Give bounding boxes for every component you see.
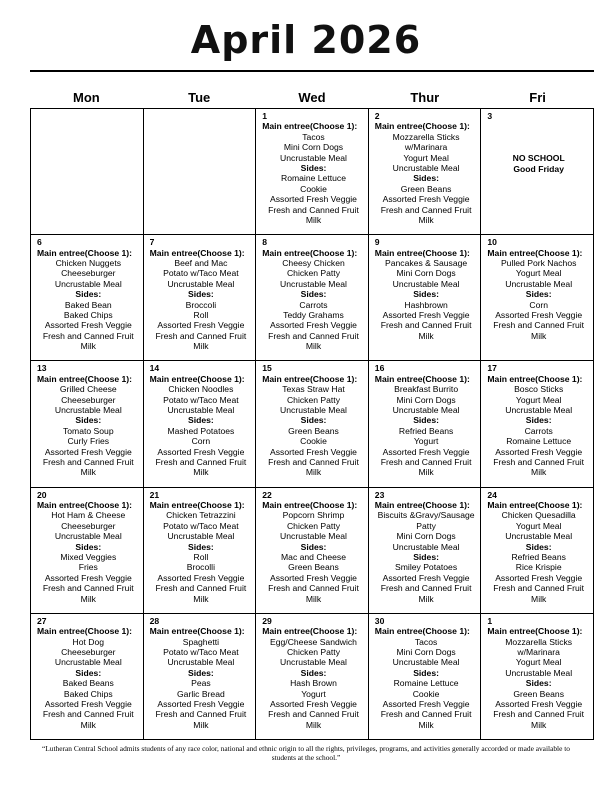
side-item: Corn bbox=[191, 436, 211, 447]
main-entree-heading: Main entree(Choose 1): bbox=[262, 121, 358, 132]
sides-heading: Sides: bbox=[300, 541, 327, 552]
entree-item: Chicken Noodles bbox=[168, 384, 234, 395]
side-item: Milk bbox=[305, 341, 322, 352]
side-item: Brocolli bbox=[186, 562, 215, 573]
side-item: Assorted Fresh Veggie bbox=[44, 572, 132, 583]
calendar-day-cell bbox=[256, 361, 369, 487]
main-entree-heading: Main entree(Choose 1): bbox=[262, 373, 358, 384]
side-item: Cookie bbox=[300, 183, 327, 194]
entree-item: Hot Dog bbox=[72, 636, 105, 647]
day-number: 24 bbox=[487, 489, 497, 500]
title-divider bbox=[30, 70, 594, 72]
entree-item: Potato w/Taco Meat bbox=[163, 394, 239, 405]
side-item: Baked Chips bbox=[63, 310, 113, 321]
entree-item: Potato w/Taco Meat bbox=[163, 268, 239, 279]
main-entree-heading: Main entree(Choose 1): bbox=[37, 247, 133, 258]
calendar-day-cell bbox=[481, 614, 594, 740]
side-item: Baked Bean bbox=[64, 299, 112, 310]
calendar-day-cell bbox=[144, 109, 257, 235]
side-item: Milk bbox=[531, 330, 547, 341]
side-item: Hashbrown bbox=[404, 299, 448, 310]
side-item: Assorted Fresh Veggie bbox=[157, 699, 245, 710]
side-item: Assorted Fresh Veggie bbox=[270, 320, 357, 331]
side-item: Roll bbox=[193, 552, 209, 563]
calendar-day-cell bbox=[481, 361, 594, 487]
entree-item: Uncrustable Meal bbox=[505, 278, 573, 289]
sides-heading: Sides: bbox=[187, 667, 214, 678]
side-item: Baked Chips bbox=[63, 688, 113, 699]
side-item: Milk bbox=[80, 341, 96, 352]
main-entree-heading: Main entree(Choose 1): bbox=[262, 500, 358, 510]
side-item: Fresh and Canned Fruit bbox=[268, 204, 359, 215]
calendar-day-cell bbox=[31, 235, 144, 361]
side-item: Assorted Fresh Veggie bbox=[382, 572, 470, 583]
side-item: Fresh and Canned Fruit bbox=[268, 709, 359, 720]
side-item: Mac and Cheese bbox=[281, 552, 346, 563]
side-item: Milk bbox=[418, 593, 434, 604]
sides-heading: Sides: bbox=[525, 289, 552, 300]
entree-item: Spaghetti bbox=[182, 636, 220, 647]
side-item: Milk bbox=[193, 341, 209, 352]
sides-heading: Sides: bbox=[413, 552, 439, 563]
sides-heading: Sides: bbox=[300, 667, 327, 678]
calendar-day-cell bbox=[369, 614, 482, 740]
side-item: Fresh and Canned Fruit bbox=[493, 709, 585, 720]
side-item: Assorted Fresh Veggie bbox=[270, 194, 357, 205]
calendar-day-cell bbox=[256, 488, 369, 614]
weekday-header: Thur bbox=[410, 90, 440, 105]
side-item: Fresh and Canned Fruit bbox=[380, 583, 472, 594]
entree-item: Cheeseburger bbox=[61, 647, 116, 658]
calendar-day-cell bbox=[31, 361, 144, 487]
day-number: 30 bbox=[374, 615, 385, 626]
no-school-text: NO SCHOOL bbox=[512, 153, 565, 164]
no-school-notice bbox=[487, 153, 590, 174]
entree-item: Uncrustable Meal bbox=[505, 531, 573, 542]
side-item: Milk bbox=[193, 593, 209, 604]
sides-heading: Sides: bbox=[75, 667, 102, 678]
main-entree-heading: Main entree(Choose 1): bbox=[487, 626, 583, 637]
side-item: Smiley Potatoes bbox=[395, 562, 458, 573]
sides-heading: Sides: bbox=[187, 415, 214, 426]
side-item: Garlic Bread bbox=[177, 688, 225, 699]
sides-heading: Sides: bbox=[300, 289, 327, 300]
calendar-day-cell bbox=[144, 235, 257, 361]
side-item: Milk bbox=[531, 719, 547, 730]
side-item: Fresh and Canned Fruit bbox=[42, 709, 134, 720]
weekday-header-row bbox=[30, 90, 594, 105]
entree-item: Uncrustable Meal bbox=[392, 657, 460, 668]
day-number: 6 bbox=[37, 237, 42, 248]
side-item: Assorted Fresh Veggie bbox=[495, 572, 583, 583]
entree-item: Uncrustable Meal bbox=[280, 152, 347, 163]
calendar-day-cell bbox=[369, 488, 482, 614]
side-item: Yogurt bbox=[413, 436, 439, 447]
day-number: 27 bbox=[37, 615, 47, 626]
side-item: Mashed Potatoes bbox=[167, 425, 235, 436]
side-item: Assorted Fresh Veggie bbox=[495, 446, 583, 457]
calendar-day-cell bbox=[256, 235, 369, 361]
side-item: Assorted Fresh Veggie bbox=[270, 699, 357, 710]
main-entree-heading: Main entree(Choose 1): bbox=[487, 247, 583, 258]
sides-heading: Sides: bbox=[187, 289, 214, 300]
day-number: 7 bbox=[149, 237, 155, 248]
entree-item: w/Marinara bbox=[517, 647, 560, 658]
sides-heading: Sides: bbox=[525, 541, 552, 552]
entree-item: Cheeseburger bbox=[61, 268, 116, 279]
side-item: Corn bbox=[529, 299, 548, 310]
calendar-day-cell bbox=[481, 109, 594, 235]
side-item: Fresh and Canned Fruit bbox=[268, 583, 359, 594]
day-number: 21 bbox=[149, 489, 160, 500]
side-item: Broccoli bbox=[185, 299, 217, 310]
entree-item: Bosco Sticks bbox=[514, 384, 564, 395]
calendar-day-cell bbox=[369, 235, 482, 361]
side-item: Fresh and Canned Fruit bbox=[380, 320, 472, 331]
side-item: Assorted Fresh Veggie bbox=[44, 320, 132, 331]
side-item: Milk bbox=[305, 467, 322, 478]
day-number: 28 bbox=[149, 615, 160, 626]
side-item: Green Beans bbox=[288, 562, 339, 573]
calendar-day-cell bbox=[369, 109, 482, 235]
sides-heading: Sides: bbox=[413, 289, 439, 300]
calendar-day-cell bbox=[481, 235, 594, 361]
day-number: 17 bbox=[487, 363, 497, 374]
sides-heading: Sides: bbox=[187, 541, 214, 552]
side-item: Peas bbox=[191, 678, 211, 689]
calendar-day-cell bbox=[256, 614, 369, 740]
entree-item: Uncrustable Meal bbox=[280, 531, 347, 542]
entree-item: Chicken Tetrazzini bbox=[166, 510, 236, 521]
sides-heading: Sides: bbox=[300, 163, 327, 174]
calendar-day-cell bbox=[144, 488, 257, 614]
entree-item: Chicken Nuggets bbox=[55, 258, 122, 268]
entree-item: Uncrustable Meal bbox=[167, 531, 235, 542]
side-item: Yogurt bbox=[301, 688, 326, 699]
entree-item: Chicken Patty bbox=[286, 394, 340, 405]
entree-item: Chicken Patty bbox=[286, 520, 340, 531]
day-number: 23 bbox=[374, 489, 385, 500]
day-number: 15 bbox=[262, 363, 272, 374]
side-item: Fresh and Canned Fruit bbox=[380, 457, 472, 468]
calendar-day-cell bbox=[256, 109, 369, 235]
side-item: Fries bbox=[78, 562, 98, 573]
side-item: Milk bbox=[80, 593, 96, 604]
side-item: Milk bbox=[531, 467, 547, 478]
side-item: Assorted Fresh Veggie bbox=[270, 446, 357, 457]
day-number: 29 bbox=[262, 615, 272, 626]
entree-item: Uncrustable Meal bbox=[392, 541, 460, 552]
entree-item: Uncrustable Meal bbox=[392, 405, 460, 416]
side-item: Assorted Fresh Veggie bbox=[44, 699, 132, 710]
entree-item: Uncrustable Meal bbox=[167, 657, 235, 668]
main-entree-heading: Main entree(Choose 1): bbox=[374, 500, 470, 510]
sides-heading: Sides: bbox=[75, 289, 102, 300]
main-entree-heading: Main entree(Choose 1): bbox=[262, 626, 358, 637]
weekday-header: Fri bbox=[529, 90, 546, 105]
side-item: Fresh and Canned Fruit bbox=[493, 320, 585, 331]
side-item: Assorted Fresh Veggie bbox=[157, 320, 245, 331]
day-number: 20 bbox=[37, 489, 47, 500]
entree-item: Tacos bbox=[302, 131, 325, 142]
no-school-text: Good Friday bbox=[513, 163, 564, 174]
entree-item: Uncrustable Meal bbox=[505, 405, 573, 416]
day-number: 9 bbox=[374, 237, 380, 248]
entree-item: Popcorn Shrimp bbox=[282, 510, 345, 521]
entree-item: Mini Corn Dogs bbox=[396, 647, 456, 658]
main-entree-heading: Main entree(Choose 1): bbox=[37, 626, 133, 637]
side-item: Fresh and Canned Fruit bbox=[380, 709, 472, 720]
entree-item: Potato w/Taco Meat bbox=[163, 647, 239, 658]
entree-item: Uncrustable Meal bbox=[54, 531, 122, 542]
side-item: Carrots bbox=[299, 299, 328, 310]
day-number: 13 bbox=[37, 363, 47, 374]
entree-item: Uncrustable Meal bbox=[392, 278, 460, 289]
day-number: 8 bbox=[262, 237, 267, 248]
calendar-day-cell bbox=[144, 361, 257, 487]
main-entree-heading: Main entree(Choose 1): bbox=[37, 500, 133, 510]
main-entree-heading: Main entree(Choose 1): bbox=[374, 373, 470, 384]
side-item: Fresh and Canned Fruit bbox=[155, 709, 247, 720]
day-number: 16 bbox=[374, 363, 385, 374]
side-item: Assorted Fresh Veggie bbox=[44, 446, 132, 457]
side-item: Fresh and Canned Fruit bbox=[42, 457, 134, 468]
side-item: Fresh and Canned Fruit bbox=[155, 583, 247, 594]
main-entree-heading: Main entree(Choose 1): bbox=[37, 373, 133, 384]
entree-item: Cheesy Chicken bbox=[282, 258, 345, 268]
entree-item: Mini Corn Dogs bbox=[396, 531, 456, 542]
side-item: Teddy Grahams bbox=[283, 310, 344, 321]
sides-heading: Sides: bbox=[75, 541, 102, 552]
day-number: 1 bbox=[262, 111, 267, 121]
side-item: Milk bbox=[305, 719, 322, 730]
side-item: Fresh and Canned Fruit bbox=[268, 457, 359, 468]
side-item: Milk bbox=[418, 215, 434, 226]
side-item: Assorted Fresh Veggie bbox=[157, 572, 245, 583]
side-item: Assorted Fresh Veggie bbox=[495, 310, 583, 321]
side-item: Green Beans bbox=[288, 425, 339, 436]
entree-item: Mini Corn Dogs bbox=[283, 142, 344, 153]
side-item: Fresh and Canned Fruit bbox=[42, 583, 134, 594]
side-item: Cookie bbox=[412, 688, 440, 699]
side-item: Milk bbox=[193, 719, 209, 730]
side-item: Milk bbox=[305, 593, 322, 604]
calendar-day-cell bbox=[144, 614, 257, 740]
day-number: 1 bbox=[487, 615, 493, 626]
entree-item: Uncrustable Meal bbox=[167, 405, 235, 416]
side-item: Carrots bbox=[524, 425, 553, 436]
main-entree-heading: Main entree(Choose 1): bbox=[149, 247, 245, 258]
entree-item: Chicken Patty bbox=[286, 268, 340, 279]
side-item: Milk bbox=[531, 593, 547, 604]
menu-calendar-grid bbox=[30, 108, 594, 740]
weekday-header: Mon bbox=[73, 90, 100, 105]
side-item: Refried Beans bbox=[511, 552, 566, 563]
sides-heading: Sides: bbox=[75, 415, 102, 426]
side-item: Mixed Veggies bbox=[60, 552, 117, 563]
weekday-header: Tue bbox=[188, 90, 211, 105]
day-number: 22 bbox=[262, 489, 272, 500]
entree-item: Egg/Cheese Sandwich bbox=[270, 636, 357, 647]
entree-item: Mozzarella Sticks bbox=[392, 131, 460, 142]
sides-heading: Sides: bbox=[413, 173, 439, 184]
side-item: Fresh and Canned Fruit bbox=[493, 583, 585, 594]
entree-item: Yogurt Meal bbox=[515, 520, 562, 531]
side-item: Curly Fries bbox=[67, 436, 110, 447]
entree-item: Yogurt Meal bbox=[403, 152, 449, 163]
side-item: Assorted Fresh Veggie bbox=[495, 699, 583, 710]
entree-item: Mozzarella Sticks bbox=[505, 636, 573, 647]
day-number: 3 bbox=[487, 111, 493, 121]
entree-item: Cheeseburger bbox=[61, 394, 116, 405]
side-item: Refried Beans bbox=[398, 425, 454, 436]
side-item: Fresh and Canned Fruit bbox=[493, 457, 585, 468]
side-item: Roll bbox=[193, 310, 209, 321]
main-entree-heading: Main entree(Choose 1): bbox=[149, 626, 245, 637]
entree-item: Yogurt Meal bbox=[515, 268, 562, 279]
entree-item: Uncrustable Meal bbox=[280, 278, 347, 289]
entree-item: Uncrustable Meal bbox=[280, 405, 347, 416]
main-entree-heading: Main entree(Choose 1): bbox=[149, 373, 245, 384]
side-item: Fresh and Canned Fruit bbox=[155, 330, 247, 341]
side-item: Assorted Fresh Veggie bbox=[270, 572, 357, 583]
side-item: Baked Beans bbox=[62, 678, 114, 689]
side-item: Milk bbox=[193, 467, 209, 478]
entree-item: Chicken Quesadilla bbox=[501, 510, 576, 521]
side-item: Rice Krispie bbox=[515, 562, 562, 573]
entree-item: Mini Corn Dogs bbox=[396, 394, 456, 405]
entree-item: Potato w/Taco Meat bbox=[163, 520, 239, 531]
main-entree-heading: Main entree(Choose 1): bbox=[487, 500, 583, 510]
side-item: Assorted Fresh Veggie bbox=[382, 194, 470, 205]
entree-item: Grilled Cheese bbox=[59, 384, 117, 395]
side-item: Romaine Lettuce bbox=[393, 678, 459, 689]
entree-item: Cheeseburger bbox=[61, 520, 116, 531]
entree-item: Hot Ham & Cheese bbox=[51, 510, 126, 521]
entree-item: Uncrustable Meal bbox=[505, 667, 573, 678]
main-entree-heading: Main entree(Choose 1): bbox=[374, 121, 470, 132]
nondiscrimination-statement: “Lutheran Central School admits students of any race color, national and ethnic origin to all the rights, privileges, programs, and activities generally accorded or made available to students at the school.” bbox=[42, 744, 570, 762]
day-number: 2 bbox=[374, 111, 380, 121]
calendar-day-cell bbox=[369, 361, 482, 487]
entree-item: Patty bbox=[416, 520, 436, 531]
entree-item: Chicken Patty bbox=[286, 647, 340, 658]
weekday-header: Wed bbox=[298, 90, 326, 105]
entree-item: Biscuits &Gravy/Sausage bbox=[377, 510, 475, 521]
side-item: Fresh and Canned Fruit bbox=[42, 330, 134, 341]
sides-heading: Sides: bbox=[525, 678, 552, 689]
side-item: Hash Brown bbox=[290, 678, 337, 689]
sides-heading: Sides: bbox=[300, 415, 327, 426]
side-item: Romaine Lettuce bbox=[281, 173, 346, 184]
side-item: Romaine Lettuce bbox=[506, 436, 572, 447]
entree-item: Uncrustable Meal bbox=[54, 657, 122, 668]
entree-item: Yogurt Meal bbox=[515, 657, 562, 668]
side-item: Assorted Fresh Veggie bbox=[382, 446, 470, 457]
calendar-day-cell bbox=[481, 488, 594, 614]
calendar-day-cell bbox=[31, 614, 144, 740]
side-item: Fresh and Canned Fruit bbox=[268, 330, 359, 341]
main-entree-heading: Main entree(Choose 1): bbox=[487, 373, 583, 384]
side-item: Green Beans bbox=[513, 688, 564, 699]
calendar-day-cell bbox=[31, 109, 144, 235]
side-item: Milk bbox=[80, 467, 96, 478]
main-entree-heading: Main entree(Choose 1): bbox=[374, 626, 470, 637]
main-entree-heading: Main entree(Choose 1): bbox=[262, 247, 358, 258]
side-item: Milk bbox=[80, 719, 96, 730]
entree-item: Mini Corn Dogs bbox=[396, 268, 456, 279]
calendar-day-cell bbox=[31, 488, 144, 614]
day-number: 10 bbox=[487, 237, 497, 248]
main-entree-heading: Main entree(Choose 1): bbox=[149, 500, 245, 510]
side-item: Cookie bbox=[300, 436, 327, 447]
day-number: 14 bbox=[149, 363, 160, 374]
side-item: Milk bbox=[418, 330, 434, 341]
entree-item: Texas Straw Hat bbox=[282, 384, 345, 395]
page-title: April 2026 bbox=[190, 18, 422, 62]
main-entree-heading: Main entree(Choose 1): bbox=[374, 247, 470, 258]
side-item: Milk bbox=[418, 467, 434, 478]
sides-heading: Sides: bbox=[413, 415, 439, 426]
side-item: Fresh and Canned Fruit bbox=[155, 457, 247, 468]
side-item: Fresh and Canned Fruit bbox=[380, 204, 472, 215]
entree-item: Pancakes & Sausage bbox=[385, 258, 468, 268]
entree-item: Uncrustable Meal bbox=[54, 405, 122, 416]
entree-item: Beef and Mac bbox=[174, 258, 228, 268]
side-item: Assorted Fresh Veggie bbox=[157, 446, 245, 457]
entree-item: Pulled Pork Nachos bbox=[500, 258, 577, 268]
entree-item: Breakfast Burrito bbox=[394, 384, 459, 395]
entree-item: Uncrustable Meal bbox=[167, 278, 235, 289]
entree-item: Uncrustable Meal bbox=[392, 163, 460, 174]
side-item: Assorted Fresh Veggie bbox=[382, 310, 470, 321]
side-item: Milk bbox=[305, 215, 322, 226]
entree-item: w/Marinara bbox=[404, 142, 448, 153]
side-item: Tomato Soup bbox=[62, 425, 114, 436]
entree-item: Yogurt Meal bbox=[515, 394, 562, 405]
side-item: Assorted Fresh Veggie bbox=[382, 699, 470, 710]
entree-item: Uncrustable Meal bbox=[54, 278, 122, 289]
entree-item: Tacos bbox=[414, 636, 438, 647]
entree-item: Uncrustable Meal bbox=[280, 657, 347, 668]
side-item: Green Beans bbox=[400, 183, 452, 194]
sides-heading: Sides: bbox=[525, 415, 552, 426]
side-item: Milk bbox=[418, 719, 434, 730]
sides-heading: Sides: bbox=[413, 667, 439, 678]
